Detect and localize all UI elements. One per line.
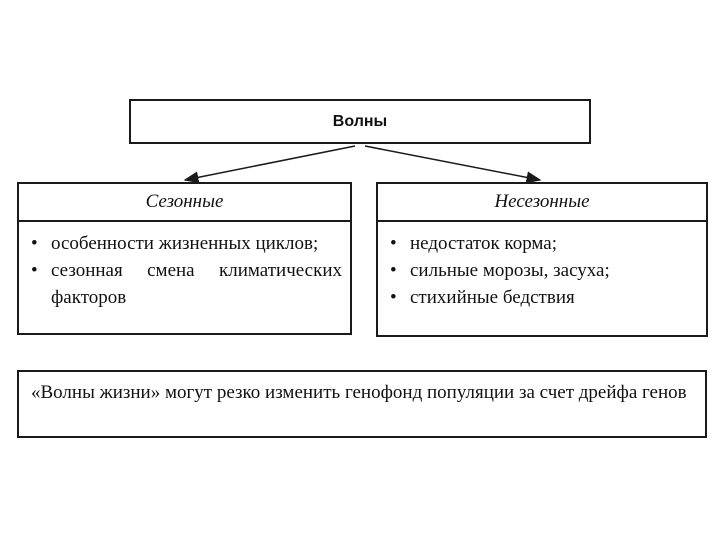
seasonal-box [17, 182, 352, 335]
nonseasonal-title: Несезонные [378, 184, 706, 222]
bullet-icon: • [31, 260, 38, 281]
seasonal-item: • сезонная смена климатических факторов [31, 257, 342, 311]
nonseasonal-item: • стихийные бедствия [390, 284, 698, 311]
nonseasonal-item: • недостаток корма; [390, 230, 698, 257]
waves-title: Волны [332, 112, 388, 130]
nonseasonal-box [376, 182, 708, 337]
bullet-icon: • [31, 233, 38, 254]
arrow-to-seasonal [185, 146, 355, 180]
bullet-icon: • [390, 260, 397, 281]
nonseasonal-item: • сильные морозы, засуха; [390, 257, 698, 284]
waves-root-box [129, 99, 591, 144]
bullet-icon: • [390, 287, 397, 308]
seasonal-item: • особенности жизненных циклов; [31, 230, 342, 257]
seasonal-title: Сезонные [19, 184, 350, 222]
nonseasonal-list [378, 222, 706, 311]
conclusion-box [17, 370, 707, 438]
bullet-icon: • [390, 233, 397, 254]
conclusion-text: «Волны жизни» могут резко изменить генофонд популяции за счет дрейфа генов [31, 382, 687, 403]
seasonal-list [19, 222, 350, 311]
arrow-to-nonseasonal [365, 146, 540, 180]
